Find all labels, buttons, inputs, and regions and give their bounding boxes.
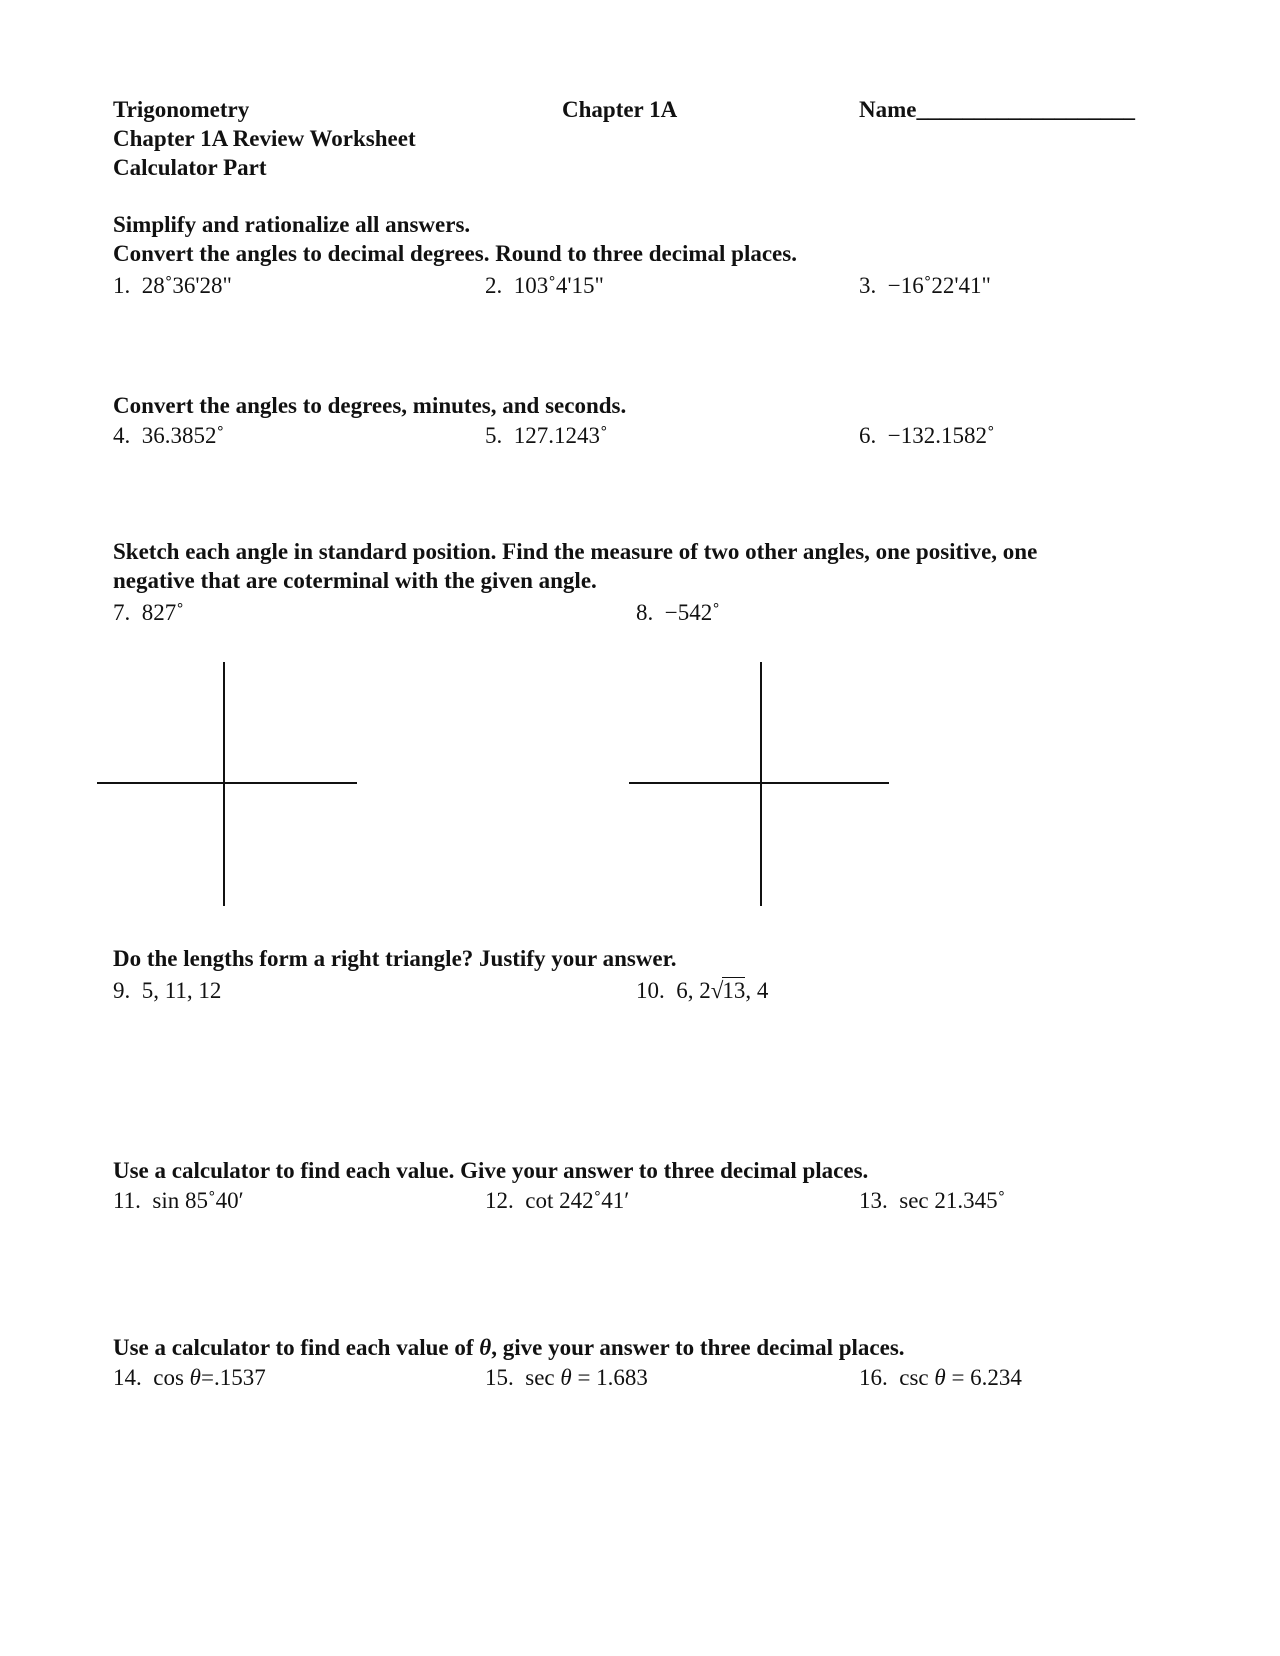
problem-number: 4. [113,423,131,448]
problem-number: 12. [485,1188,514,1213]
worksheet-part: Calculator Part [113,155,267,180]
instruction-coterminal-line2: negative that are coterminal with the given angle. [113,568,597,593]
problem-12 [485,1187,629,1215]
problem-value: = 1.683 [571,1365,648,1390]
course-title: Trigonometry [113,97,250,122]
instruction-dms: Convert the angles to degrees, minutes, and seconds. [113,393,627,418]
problem-9 [113,977,221,1005]
theta-symbol: θ [560,1365,572,1390]
problem-14 [113,1364,266,1392]
problem-expression: −16˚22'41" [887,273,991,298]
problem-13 [859,1187,1005,1215]
problem-16 [859,1364,1022,1392]
problem-expression: sec 21.345˚ [899,1188,1006,1213]
problem-number: 7. [113,600,131,625]
name-field[interactable] [859,96,1135,124]
chapter-label: Chapter 1A [562,97,678,122]
problem-expression: cot 242˚41′ [525,1188,630,1213]
problem-expression: sin 85˚40′ [152,1188,244,1213]
instruction-right-triangle: Do the lengths form a right triangle? Justify your answer. [113,946,677,971]
theta-symbol: θ [479,1335,492,1360]
problem-value: = 6.234 [945,1365,1022,1390]
problem-number: 10. [636,978,665,1003]
problem-number: 13. [859,1188,888,1213]
problem-6 [859,422,995,450]
problem-expression: 127.1243˚ [513,423,608,448]
problem-number: 1. [113,273,131,298]
x-axis [629,782,889,784]
radical-sign: √ [710,978,724,1003]
x-axis [97,782,357,784]
problem-number: 9. [113,978,131,1003]
problem-4 [113,422,224,450]
instruction-text: Use a calculator to find each value of [113,1335,474,1360]
function-name: cos [153,1365,184,1390]
problem-number: 16. [859,1365,888,1390]
problem-10 [636,977,768,1005]
problem-7 [113,599,184,627]
problem-expression: 103˚4'15" [513,273,604,298]
problem-number: 2. [485,273,503,298]
y-axis [223,662,225,906]
problem-number: 3. [859,273,877,298]
name-blank: ___________________ [916,97,1135,122]
problem-expression: −542˚ [664,600,720,625]
problem-8 [636,599,720,627]
problem-expression: 28˚36'28" [141,273,232,298]
problem-expression: 36.3852˚ [141,423,225,448]
instruction-text: , give your answer to three decimal places. [491,1335,905,1360]
problem-number: 5. [485,423,503,448]
name-label: Name [859,97,917,122]
problem-expression: −132.1582˚ [887,423,995,448]
problem-number: 6. [859,423,877,448]
problem-3 [859,272,991,300]
problem-number: 8. [636,600,654,625]
problem-number: 14. [113,1365,142,1390]
problem-expression: 5, 11, 12 [141,978,222,1003]
instruction-decimal-degrees: Convert the angles to decimal degrees. Round to three decimal places. [113,241,797,266]
theta-symbol: θ [934,1365,946,1390]
instruction-coterminal-line1: Sketch each angle in standard position. Find the measure of two other angles, one positive, one [113,539,1038,564]
coordinate-axes-8 [629,662,889,906]
problem-1 [113,272,232,300]
problem-value: =.1537 [200,1365,266,1390]
problem-expression: 827˚ [141,600,184,625]
radicand: 13 [722,978,746,1003]
coordinate-axes-7 [97,662,357,906]
problem-15 [485,1364,648,1392]
worksheet-title: Chapter 1A Review Worksheet [113,126,416,151]
problem-11 [113,1187,244,1215]
y-axis [760,662,762,906]
instruction-theta-values [113,1334,905,1362]
problem-number: 11. [113,1188,141,1213]
problem-2 [485,272,604,300]
problem-number: 15. [485,1365,514,1390]
instruction-calc-values: Use a calculator to find each value. Give your answer to three decimal places. [113,1158,869,1183]
problem-expression-post: , 4 [745,978,769,1003]
problem-5 [485,422,608,450]
function-name: csc [899,1365,929,1390]
theta-symbol: θ [189,1365,201,1390]
problem-expression-pre: 6, 2 [676,978,711,1003]
general-instruction: Simplify and rationalize all answers. [113,212,471,237]
function-name: sec [525,1365,555,1390]
